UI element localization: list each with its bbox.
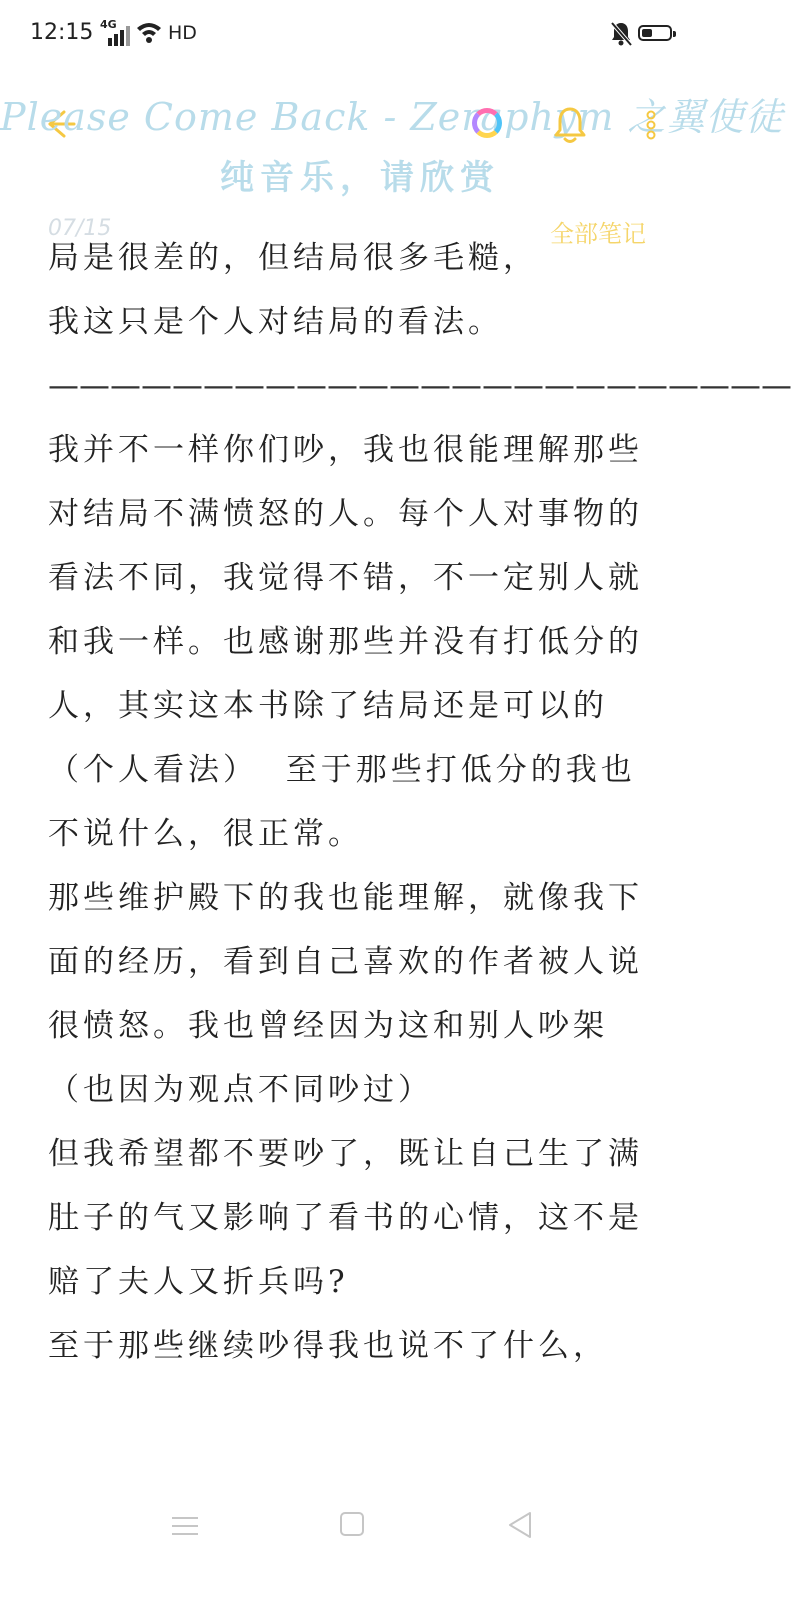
note-paragraph: 至于那些继续吵得我也说不了什么，: [48, 1328, 608, 1364]
menu-icon[interactable]: [172, 1515, 198, 1537]
note-paragraph: 但我希望都不要吵了，既让自己生了满肚子的气又影响了看书的心情，这不是赔了夫人又折兵吗?: [48, 1136, 643, 1300]
note-body[interactable]: [48, 240, 792, 1490]
battery-icon: [638, 25, 672, 41]
note-title-line1: Please Come Back - Zeraphym 之翼使徒: [0, 95, 784, 139]
network-hd-label: HD: [168, 22, 197, 44]
note-divider-dashes: ————————————————————————: [48, 368, 792, 404]
system-nav-bar: [0, 1490, 720, 1600]
note-date: 07/15: [48, 216, 112, 241]
more-vertical-icon[interactable]: [644, 110, 658, 140]
network-type-tag: 4G: [100, 18, 117, 31]
triangle-back-icon[interactable]: [506, 1510, 534, 1540]
wifi-icon: [136, 20, 162, 44]
note-line-cut: 局是很差的，但结局很多毛糙，: [48, 240, 538, 276]
bell-icon[interactable]: [552, 105, 588, 145]
note-paragraph: 我并不一样你们吵，我也很能理解那些对结局不满愤怒的人。每个人对事物的看法不同，我觉得不错，不一定别人就和我一样。也感谢那些并没有打低分的人，其实这本书除了结局还是可以的（个人看法） 至于那些打低分的我也不说什么，很正常。: [48, 432, 643, 852]
note-title-line2: 纯音乐，请欣赏: [220, 158, 500, 198]
status-time: 12:15: [30, 20, 94, 45]
all-notes-link[interactable]: 全部笔记: [550, 220, 646, 248]
battery-fill: [642, 29, 652, 37]
mute-bell-icon: [610, 21, 632, 47]
home-square-icon[interactable]: [340, 1512, 364, 1536]
color-ring-icon[interactable]: [472, 108, 502, 138]
note-paragraph: 我这只是个人对结局的看法。: [48, 304, 503, 340]
note-paragraph: 那些维护殿下的我也能理解，就像我下面的经历，看到自己喜欢的作者被人说很愤怒。我也曾经因为这和别人吵架（也因为观点不同吵过）: [48, 880, 643, 1108]
status-bar: [0, 0, 720, 72]
signal-bars-icon: [100, 26, 128, 46]
